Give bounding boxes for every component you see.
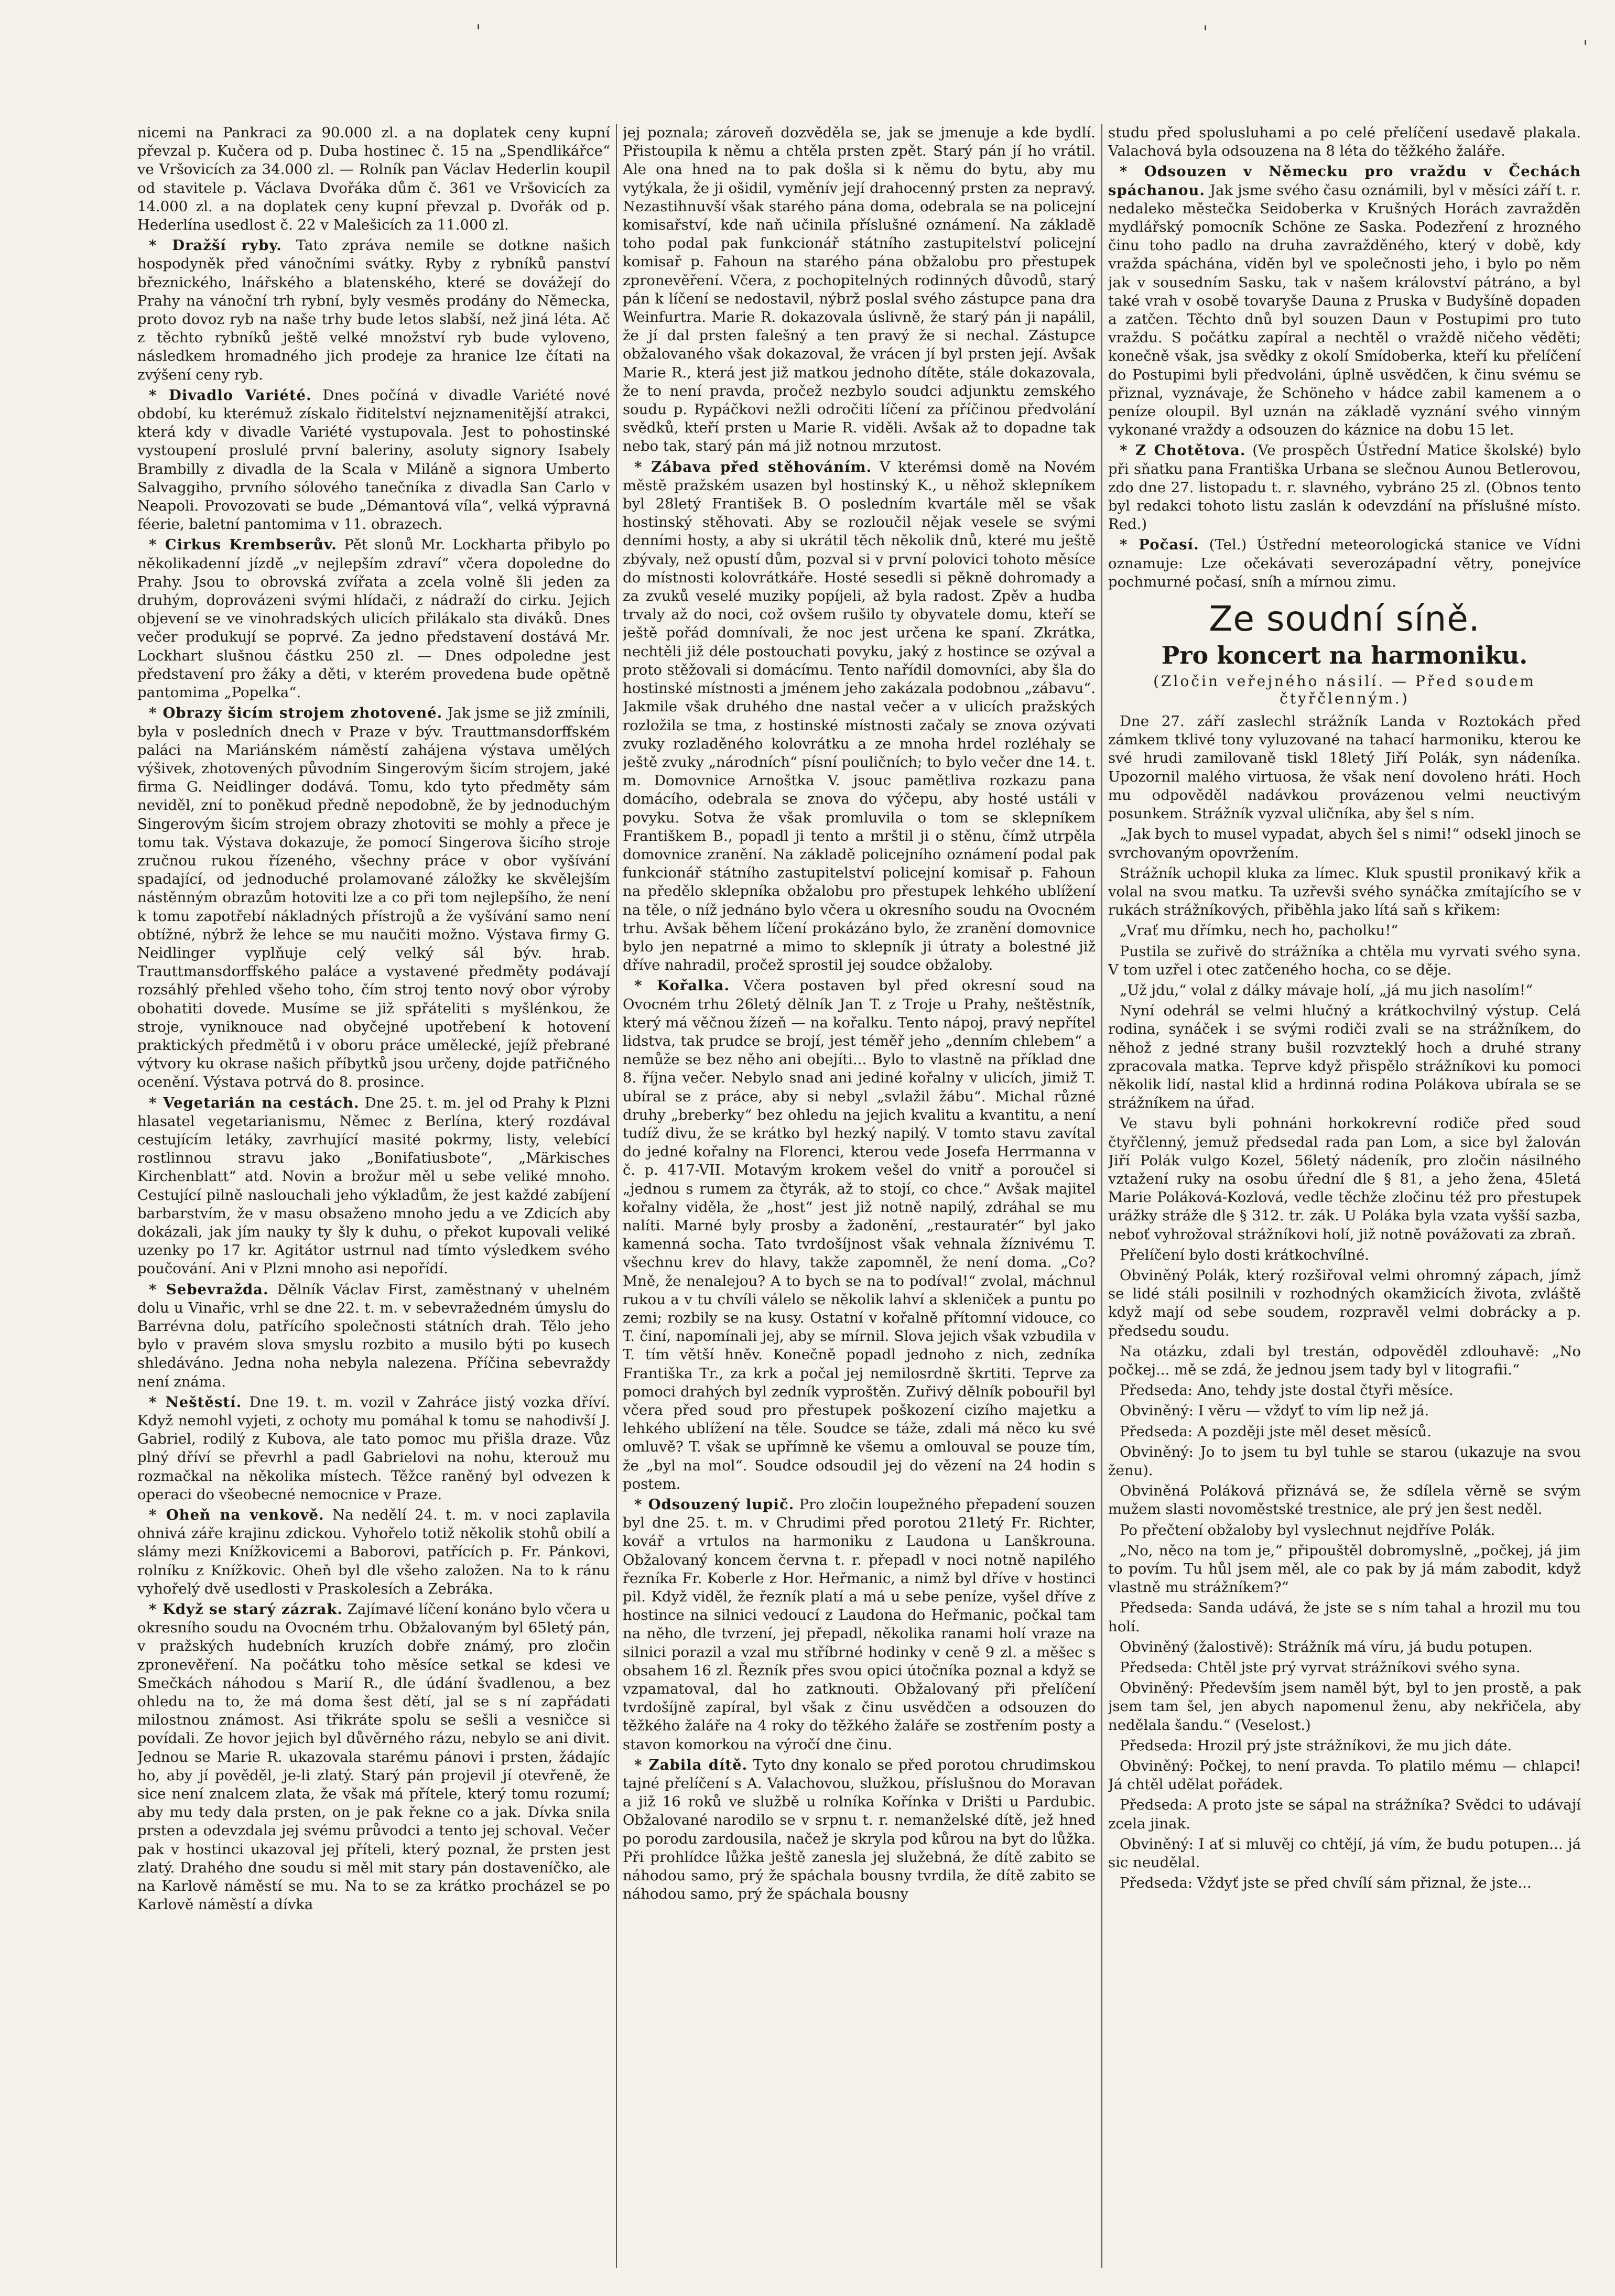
court-paragraph xyxy=(1108,943,1581,979)
news-text: Včera postaven byl před okresní soud na Ovocném trhu 26letý dělník Jan T. z Troje u Prahy, neštěstník, který má věčnou žízeň — na kořalku. Tento nápoj, pravý nepřítel lidstva, tak prudce se brojí, jest téměř jeho „denním chlebem“ a nemůže se bez něho ani obejíti... Bylo to vlastně na příklad dne 8. října večer. Nebylo snad ani jediné kořalny v ulicích, jimiž T. ubíral se z práce, aby si nebyl „svlažil žábu“. Michal různé druhy „breberky“ bez ohledu na jejich kvalitu a kvantitu, a není tudíž divu, že se krátko byl hezký napilý. V tomto stavu zavítal do jedné kořalny na Florenci, kterou vede Josefa Herrmanna v č. p. 417-VII. Motavým krokem vešel do vnitř a poroučel si „jednou s rumem za čtyrák, až to stojí, co chce.“ Avšak majitel kořalny viděla, že „host“ jest již notně napilý, zdráhal se mu nalíti. Marné byly prosby a žadonění, „restauratér“ byl jako kamenná socha. Tato tvrdošíjnost však vehnala žíznivému T. všechnu krev do hlavy, takže zapomněl, že není doma. „Co? Mně, že nenalejou? A to bych se na to podíval!“ zvolal, máchnul rukou a v tu chvíli válelo se několik lahví a skleniček a puntu po zemi; rozbily se na kusy. Ostatní v kořalně přítomní vidouce, co T. činí, napomínali jej, aby se mírnil. Slova jejich však vzbudila v T. tím větší hněv. Konečně popadl jednoho z nich, zedníka Františka Tr., za krk a počal jej nemilosrdně škrtiti. Teprve za pomoci drahých byl zedník vyproštěn. Zuřivý dělník pobouřil byl včera před soud pro přestupek poškození cizího majetku a lehkého ublížení na těle. Soudce se táže, zdali má něco ku své omluvě? T. však se upřímně ke všemu a omlouval se pouze tím, že „byl na mol“. Soudce odsoudil jej do vězení na 24 hodin s postem. xyxy=(623,977,1096,1492)
court-paragraph xyxy=(1108,1737,1581,1755)
court-paragraph xyxy=(1108,981,1581,1000)
news-text: Pro zločin loupežného přepadení souzen byl dne 25. t. m. v Chrudimi před porotou 21letý Fr. Richter, kovář a vrtulos na harmoniku z Laudona u Lanškrouna. Obžalovaný koncem června t. r. přepadl v noci notně napilého řezníka Fr. Koberle z Hor. Heřmanic, a nimž byl dříve v hostinci pil. Když viděl, že řezník platí a má u sebe peníze, vyšel dříve z hostince na silnici vedoucí z Laudona do Heřmanic, počkal tam na něho, dle tvrzení, jej přepadl, několika ranami holí vraze na silnici porazil a vzal mu stříbrné hodinky v ceně 9 zl. a měšec s obsahem 16 zl. Řezník přes svou opici útočníka poznal a když se vzpamatoval, dal ho zatknouti. Obžalovaný při přelíčení tvrdošíjně zapíral, byl však z činu usvědčen a odsouzen do těžkého žaláře na 4 roky do těžkého žaláře se zostřením posty a stavon komorkou na výročí dne činu. xyxy=(623,1496,1096,1753)
court-paragraph-text: „Už jdu,“ volal z dálky mávaje holí, „já mu jich nasolím!“ xyxy=(1120,981,1533,999)
court-paragraph-text: Předseda: Vždyť jste se před chvílí sám přiznal, že jste... xyxy=(1120,1875,1532,1892)
court-paragraph xyxy=(1108,1246,1581,1264)
news-text: Na nedělí 24. t. m. v noci zaplavila ohnivá záře krajinu zdickou. Vyhořelo totiž několik stohů obilí a slámy mezi Knížkovicemi a Baborovi, patřících p. Fr. Pánkovi, rolníku z Knížkovic. Oheň byl dle všeho založen. Na to k ránu vyhořelý dvě usedlosti v Praskolesích a Zebráka. xyxy=(137,1507,610,1597)
court-paragraph-text: Obviněný: Počkej, to není pravda. To platilo mému — chlapci! Já chtěl udělat pořádek. xyxy=(1108,1758,1581,1793)
column-rule xyxy=(616,124,617,2268)
court-paragraph xyxy=(1108,1266,1581,1340)
court-paragraph-text: Obviněný: I ať si mluvěj co chtějí, já vím, že budu potupen... já sic neudělal. xyxy=(1108,1835,1581,1871)
court-paragraph-text: Pustila se zuřivě do strážníka a chtěla mu vyrvati svého syna. V tom uzřel i otec zatčeného hocha, co se děje. xyxy=(1108,943,1581,978)
news-text: nicemi na Pankraci za 90.000 zl. a na doplatek ceny kupní převzal p. Kučera od p. Duba hostinec č. 15 na „Spendlikářce“ ve Vršovicích za 34.000 zl. — Rolník pan Václav Hederlin koupil od stavitele p. Václava Dvořáka dům č. 361 ve Vršovicích za 14.000 zl. a na doplatek ceny kupní převzal p. Dvořák od p. Hederlína usedlost č. 22 v Malešicích za 11.000 zl. xyxy=(137,124,610,234)
news-item xyxy=(137,1600,610,1914)
section-title: Ze soudní síně. xyxy=(1209,599,1480,640)
court-paragraph-text: „No, něco na tom je,“ připouštěl dobromyslně, „počkej, já jim to povím. Tu hůl jsem měl, ale co pak by já mám zabodit, když vlastně mu strážníkem?“ xyxy=(1108,1542,1581,1596)
court-paragraph-text: Přelíčení bylo dosti krátkochvílné. xyxy=(1120,1246,1369,1263)
court-paragraph xyxy=(1108,1796,1581,1833)
news-item xyxy=(137,1506,610,1598)
court-paragraph-text: „Vrať mu dřímku, nech ho, pacholku!“ xyxy=(1120,922,1399,939)
court-paragraph-text: Předseda: Hrozil prý jste strážníkovi, že mu jich dáte. xyxy=(1120,1737,1512,1754)
news-headline: * Když se starý zázrak. xyxy=(149,1601,343,1618)
news-text: Jak jsme svého času oznámili, byl v měsíci září t. r. nedaleko městečka Seidoberka v Krušných Horách zavražděn mydlářský pomocník Schöne ze Saska. Podezření z hrozného činu toho padlo na druha zavražděného, který v době, kdy vražda spáchána, viděn byl ve společnosti jeho, i bylo po něm jak v sousedním Sasku, tak v našem království pátráno, a byl také vrah v osobě tovaryše Dauna z Pruska v Budyšíně dopaden a zatčen. Těchto dnů byl souzen Daun v Postupimi pro tuto vraždu. S počátku zapíral a nechtěl o vraždě ničeho věděti; konečně však, jsa svědky z okolí Smídoberka, kteří ku přelíčení do Postupimi byli předvoláni, úplně usvědčen, k činu svému se přiznal, vyznávaje, že Schöneho v hádce zabil kamenem a o peníze oloupil. Byl uznán na základě vyznání svého vinným vykonané vraždy a odsouzen do káznice na dobu 15 let. xyxy=(1108,181,1581,439)
news-text: Dělník Václav First, zaměstnaný v uhelném dolu u Vinařic, vrhl se dne 22. t. m. v sebevražedném úmyslu do Barrévna dolu, patřícího společnosti státních drah. Tělo jeho bylo v pravém slova smyslu rozbito a musilo býti po kusech shledáváno. Jedna noha nebyla nalezena. Příčina sebevraždy není známa. xyxy=(137,1281,610,1390)
court-paragraph xyxy=(1108,1381,1581,1400)
court-paragraph xyxy=(1108,1599,1581,1636)
news-text: (Ve prospěch Ústřední Matice školské) bylo při sňatku pana Františka Urbana se slečnou Aunou Betlerovou, zdo dne 27. listopadu t. r. slavného, vybráno 25 zl. (Obnos tento byl redakci tohoto listu zaslán k odevzdání na příslušné místo. Red.) xyxy=(1108,442,1581,533)
news-text: Dne 25. t. m. jel od Prahy k Plzni hlasatel vegetarianismu, Němec z Berlína, který rozdával cestujícím letáky, zavrhující masité pokrmy, listy, velebící rostlinnou stravu jako „Bonifatiusbote“, „Märkisches Kirchenblatt“ atd. Novin a brožur měl u sebe veliké mnoho. Cestující pilně naslouchali jeho výkladům, že jest každé zabíjení barbarstvím, že v masu obsaženo mnoho jedu a ve Zdicích aby dokázali, jak jím nauky ty šly k duhu, o překot kupovali veliké uzenky po 17 kr. Agitátor ustrnul nad tímto výsledkem svého poučování. Ani v Plzni mnoho asi nepořídí. xyxy=(137,1094,610,1277)
news-text: Tyto dny konalo se před porotou chrudimskou tajné přelíčení s A. Valachovou, služkou, příslušnou do Moravan a již 16 roků ve službě u rolníka Kořínka v Drišti u Pardubic. Obžalované narodilo se v srpnu t. r. nemanželské dítě, jež hned po porodu zardousila, načež je skryla pod kůrou na byt do lůžka. Při prohlídce lůžka ještě zanesla jej služebná, že dítě zabito se náhodou samo, prý že spáchala bousny tvrdila, že dítě zabito se náhodou samo, prý že spáchala bousny xyxy=(623,1756,1096,1903)
court-paragraph-text: Nyní odehrál se velmi hlučný a krátkochvilný výstup. Celá rodina, synáček i se svými rodiči zvali se na strážníkem, do něhož z jedné strany bušil rozvzteklý hoch a druhé strany zpracovala matka. Teprve když přispělo strážníkovi ku pomoci několik lidí, nastal klid a hrdinná rodina Polákova ubírala se se strážníkem na úřad. xyxy=(1108,1002,1581,1112)
news-text: Jak jsme se již zmínili, byla v posledních dnech v Praze v býv. Trauttmansdorffském paláci na Mariánském náměstí zahájena výstava umělých výšivek, zhotovených původním Singerovým šicím strojem, jaké firma G. Neidlinger dodává. Tomu, kdo tyto předměty sám neviděl, zní to poněkud předně nepodobně, že by jednoduchým Singerovým šicím strojem obrazy zhotoviti se mohly a přece je tomu tak. Výstava dokazuje, že pomocí Singerova šicího stroje zručnou rukou řízeného, všechny práce v obor vyšívání spadající, od jednoduché prolamované záložky ke skvělejším nástěnným obrazům hotoviti lze a co při tom nejlepšího, že není k tomu zapotřebí nákladných přístrojů a že vyšívání samo není obtížné, nýbrž že lehce se mu naučiti možno. Výstava firmy G. Neidlinger vyplňuje celý velký sál býv. hrab. Trauttmansdorffského paláce a vystavené předměty podávají rozsáhlý přehled všeho toho, čím stroj tento nový obor výroby obohatiti dovede. Musíme se již spřáteliti s myšlénkou, že stroje, vyniknouce nad obyčejné upotřebení k hotovení praktických předmětů i v oboru práce umělecké, jejíž přebrané výtvory ku okrase našich příbytků jsou určeny, dojde patřičného ocenění. Výstava potrvá do 8. prosince. xyxy=(137,705,610,1091)
news-item xyxy=(623,1756,1096,1904)
news-text: Pět slonů Mr. Lockharta přibylo po několikadenní jízdě „v nejlepším zdraví“ včera dopoledne do Prahy. Jsou to obrovská zvířata a zcela volně šli jeden za druhým, doprovázeni svými hlídači, z nádraží do cirku. Jejich objevení se ve vinohradských ulicích přilákalo sta diváků. Dnes večer produkují se poprvé. Za jedno představení dostává Mr. Lockhart slušnou částku 250 zl. — Dnes odpoledne jest představení pro žáky a děti, v kterém provedena bude opětně pantomima „Popelka“. xyxy=(137,536,610,701)
news-item xyxy=(137,536,610,702)
court-paragraph xyxy=(1108,1638,1581,1656)
news-headline: * Obrazy šicím strojem zhotovené. xyxy=(149,705,443,722)
court-paragraph xyxy=(1108,1835,1581,1872)
court-paragraph xyxy=(1108,1874,1581,1892)
news-text: Dne 19. t. m. vozil v Zahráce jistý vozka dříví. Když nemohl vyjeti, z ochoty mu pomáhal k tomu se nahodivší J. Gabriel, rodilý z Kubova, ale tato pomoc mu přišla draze. Vůz plný dříví se převrhl a padl Gabrielovi na nohu, kterouž mu rozmačkal na několika místech. Těžce raněný byl odvezen k operaci do všeobecné nemocnice v Praze. xyxy=(137,1393,610,1503)
news-item xyxy=(137,1281,610,1391)
news-item xyxy=(623,1496,1096,1754)
court-paragraph-text: Obviněný (žalostivě): Strážník má víru, já budu potupen. xyxy=(1120,1638,1533,1655)
news-item xyxy=(137,1094,610,1279)
news-item xyxy=(137,124,610,234)
news-headline: * Odsouzen v Německu pro vraždu v Čechách spáchanou. xyxy=(1108,163,1581,199)
news-item xyxy=(1108,441,1581,534)
court-paragraph xyxy=(1108,1659,1581,1677)
court-paragraph-text: „Jak bych to musel vypadat, abych šel s nimi!“ odsekl jinoch se svrchovaným opovržením. xyxy=(1108,826,1581,861)
news-item xyxy=(137,704,610,1091)
news-headline: * Sebevražda. xyxy=(149,1281,269,1298)
court-paragraph-text: Předseda: Ano, tehdy jste dostal čtyři měsíce. xyxy=(1120,1382,1454,1399)
news-item xyxy=(1108,163,1581,439)
court-paragraph-text: Předseda: Chtěl jste prý vyrvat strážníkovi svého syna. xyxy=(1120,1659,1521,1676)
court-report-headline: Pro koncert na harmoniku. xyxy=(1161,641,1528,670)
court-paragraph-text: Po přečtení obžaloby byl vyslechnut nejdříve Polák. xyxy=(1120,1521,1495,1539)
court-paragraph-text: Předseda: A později jste měl deset měsíců. xyxy=(1120,1423,1432,1440)
court-paragraph xyxy=(1108,1679,1581,1735)
news-headline: * Počasí. xyxy=(1120,536,1199,554)
court-paragraph-text: Dne 27. září zaslechl strážník Landa v Roztokách před zámkem tklivé tony vyluzované na tahací harmoniku, kterou ke své hrudi zamilovaně tiskl 18letý Jiří Polák, syn nádeníka. Upozornil malého virtuosa, že však není dovoleno hráti. Hoch mu odpověděl nadávkou provázenou velmi neuctivým posunkem. Strážník vyzval uličníka, aby šel s ním. xyxy=(1108,713,1581,822)
court-paragraph-text: Strážník uchopil kluka za límec. Kluk spustil pronikavý křik a volal na svou matku. Ta uzřevši svého synáčka zmítajícího se v rukách strážníkových, přiběhla jako lítá saň s křikem: xyxy=(1108,864,1581,919)
court-paragraph-text: Předseda: Sanda udává, že jste se s ním tahal a hrozil mu tou holí. xyxy=(1108,1599,1581,1635)
column-middle xyxy=(623,124,1096,2268)
news-item xyxy=(1108,536,1581,591)
court-paragraph xyxy=(1108,712,1581,823)
news-headline: * Vegetarián na cestách. xyxy=(149,1094,360,1111)
news-headline: * Oheň na venkově. xyxy=(149,1507,324,1524)
court-paragraph xyxy=(1108,864,1581,920)
news-item xyxy=(1108,124,1581,160)
court-paragraph-text: Předseda: A proto jste se sápal na strážníka? Svědci to udávají zcela jinak. xyxy=(1108,1796,1581,1832)
court-paragraph xyxy=(1108,1482,1581,1519)
court-paragraph-text: Obviněný: Jo to jsem tu byl tuhle se starou (ukazuje na svou ženu). xyxy=(1108,1443,1581,1479)
court-paragraph xyxy=(1108,1002,1581,1112)
court-paragraph xyxy=(1108,1342,1581,1379)
court-paragraph xyxy=(1108,1757,1581,1794)
court-paragraph xyxy=(1108,1114,1581,1243)
court-paragraph xyxy=(1108,1542,1581,1597)
page-edge-mark: ' xyxy=(1203,22,1208,43)
news-item xyxy=(623,458,1096,975)
news-item xyxy=(623,977,1096,1493)
court-paragraph-text: Obviněný: Především jsem naměl být, byl to jen prostě, a pak jsem tam šel, jen abych napomenul ženu, aby nekřičela, aby nedělala šandu.“ (Veselost.) xyxy=(1108,1680,1581,1734)
court-paragraph xyxy=(1108,922,1581,940)
court-paragraph xyxy=(1108,1521,1581,1540)
column-right xyxy=(1108,124,1581,2268)
news-item xyxy=(137,386,610,534)
news-text: V kterémsi domě na Novém městě pražském usazen byl hostinský K., u něhož sklepníkem byl 28letý František B. O posledním kvartále měl se však hostinský stěhovati. Aby se rozloučil nějak vesele se svými denními hosty, a aby si ukrátil těch několik dnů, které mu ještě zbývaly, než opustí dům, pozval si v první polovici tohoto měsíce do místnosti kolovrátkáře. Hosté sesedli si pěkně dohromady a za zvuků veselé muziky popíjeli, až byla radost. Zpěv a hudba trvaly až do noci, což ovšem rušilo ty obyvatele domu, kteří se ještě pořád domnívali, že noc jest určena ke spaní. Zkrátka, nechtěli již déle postouchati povyku, jaký z hostince se ozýval a proto stěžovali si domácímu. Tento nařídil domovníci, aby šla do hostinské místnosti a jménem jeho zakázala podobnou „zábavu“. Jakmile však druhého dne nastal večer a v ulicích pražských rozložila se tma, z hostinské místnosti začaly se znova ozývati zvuky rozladěného kolovrátku a ze mnoha hrdel rozléhaly se ještě zvuky „národních“ písní pouličních; to bylo večer dne 14. t. m. Domovnice Arnoštka V. jsouc pamětliva rozkazu pana domácího, odebrala se znova do výčepu, aby hosté ustáli v povyku. Sotva že však promluvila o tom se sklepníkem Františkem B., popadl ji tento a mrštil ji o stěnu, čímž utrpěla domovnice zranění. Na základě policejního oznámení podal pak funkcionář státního zastupitelství policejní komisař p. Fahoun na předělo sklepníka obžalobu pro přestupek lehkého ublížení na těle, o níž jednáno bylo včera u okresního soudu na Ovocném trhu. Avšak během líčení prokázáno bylo, že zranění domovnice bylo jen nepatrné a mimo to sklepník ji útraty a bolestné již dříve nahradil, pročež sprostil jej soudce obžaloby. xyxy=(623,458,1096,974)
news-headline: * Odsouzený lupič. xyxy=(634,1496,795,1513)
news-item xyxy=(623,124,1096,456)
news-item xyxy=(137,1393,610,1504)
court-paragraph xyxy=(1108,1402,1581,1420)
column-left xyxy=(137,124,610,2268)
court-paragraph xyxy=(1108,1443,1581,1480)
news-headline: * Z Chotětova. xyxy=(1120,442,1246,459)
news-text: (Tel.) Ústřední meteorologická stanice ve Vídni oznamuje: Lze očekávati severozápadní větry, ponejvíce pochmurné počasí, sníh a mírnou zimu. xyxy=(1108,536,1581,590)
news-text: Tato zpráva nemile se dotkne našich hospodyněk před vánočními svátky. Ryby z rybníků panství březnického, lnářského a blatenského, které se dovážejí do Prahy na vánoční trh rybní, byly vesměs prodány do Německa, proto dovoz ryb na naše trhy bude letos slabší, než jiná léta. Ač z těchto rybníků ještě velké množství ryb bude vyloveno, následkem hromadného jich prodeje za hranice lze čítati na zvýšení ceny ryb. xyxy=(137,237,610,383)
court-paragraph xyxy=(1108,1423,1581,1441)
news-headline: * Cirkus Krembserův. xyxy=(149,536,337,554)
news-headline: * Divadlo Variété. xyxy=(149,386,312,404)
news-headline: * Kořalka. xyxy=(634,977,730,994)
news-items xyxy=(1108,124,1581,591)
news-text: jej poznala; zároveň dozvěděla se, jak se jmenuje a kde bydlí. Přistoupila k němu a chtěla prsten zpět. Starý pán jí ho vrátil. Ale ona hned na to pak došla si k němu do bytu, aby mu vytýkala, že ji ošidil, vyměnív její drahocenný prsten za nepravý. Nezastihnuvší však starého pána doma, odebrala se na policejní komisařství, kde naň učinila příslušné oznámení. Na základě toho podal pak funkcionář státního zastupitelství policejní komisař p. Fahoun na starého pána obžalobu pro přestupek zpronevěření. Včera, z pochopitelných rodinných důvodů, starý pán k líčení se nedostavil, nýbrž poslal svého zástupce pana dra Weinfurtra. Marie R. dokazovala úslivně, že starý pán ji napálil, že jí dal prsten falešný a ten pravý že si nechal. Zástupce obžalovaného však dokazoval, že vrácen jí byl prsten její. Avšak Marie R., která jest již matkou jednoho dítěte, stále dokazovala, že to není pravda, pročež nezbylo soudci adjunktu zemského soudu p. Rypáčkovi nežli odročiti líčení za příčinou předvolání svědků, kteří prsten u Marie R. viděli. Avšak až to dopadne tak nebo tak, starý pán má již notnou mrzutost. xyxy=(623,124,1096,455)
page-edge-mark: ' xyxy=(476,21,481,42)
court-paragraph-text: Obviněný Polák, který rozšiřoval velmi ohromný zápach, jímž se lidé stáli posilnili v rozhodných okamžicích života, zvláště když mají od sebe soudem, rozpravěl velmi dobrácky a p. předsedu soudu. xyxy=(1108,1266,1581,1339)
court-paragraph-text: Obviněná Poláková přiznává se, že sdílela věrně se svým mužem slasti novoměstské trestnice, ale prý jen šest neděl. xyxy=(1108,1482,1581,1518)
court-report-body xyxy=(1108,712,1581,1892)
news-text: studu před spolusluhami a po celé přelíčení usedavě plakala. Valachová byla odsouzena na 8 léta do těžkého žaláře. xyxy=(1108,124,1581,160)
court-paragraph-text: Obviněný: I věru — vždyť to vím lip než já. xyxy=(1120,1402,1429,1420)
column-rule xyxy=(1101,124,1102,2268)
news-headline: * Zábava před stěhováním. xyxy=(634,458,872,475)
news-headline: * Zabila dítě. xyxy=(634,1756,748,1773)
court-paragraph xyxy=(1108,825,1581,862)
court-report-kicker: (Zločin veřejného násilí. — Před soudem čtyřčlenným.) xyxy=(1153,673,1536,708)
news-text: Zajímavé líčení konáno bylo včera u okresního soudu na Ovocném trhu. Obžalovaným byl 65letý pán, v pražských hudebních kruzích dobře známý, pro zločin zpronevěření. Na počátku toho měsíce setkal se kdesi ve Smečkách náhodou s Marií R., dle údání švadlenou, a bez ohledu na to, že má doma šest dětí, jal se s ní zapřádati milostnou známost. Asi třikráte spolu se sešli a vesničce si povídali. Ze hovor jejich byl důvěrného rázu, nebylo se ani divit. Jednou se Marie R. ukazovala starému pánovi i prsten, žádajíc ho, aby jí pověděl, je-li zlatý. Starý pán projevil jí otevřeně, že sice není znalcem zlata, že však má přítele, který tomu rozumí; aby mu tedy dala prsten, on je pak řekne co a jak. Dívka snila prsten a odevzdala jej svému průvodci a tento jej schoval. Večer pak v hostinci ukazoval jej příteli, který poznal, že prsten jest zlatý. Drahého dne soudu si měl mit stary pán dostaveníčko, ale na Karlově náměstí se mu. Na to se za krátko procházel se po Karlově náměstí a dívka xyxy=(137,1601,610,1913)
court-paragraph-text: Na otázku, zdali byl trestán, odpověděl zdlouhavě: „No počkej... mě se zdá, že jednou jsem tady byl v litografii.“ xyxy=(1108,1342,1581,1378)
page-edge-mark: ' xyxy=(1583,37,1588,58)
news-text: Dnes počíná v divadle Variété nové období, ku kterémuž získalo řiditelství nejznamenitější atrakci, která kdy v divadle Variété vystupovala. Jest to pohostinské vystoupení proslulé první baleriny, asoluty signory Isabely Brambilly z divadla de la Scala v Miláně a signora Umberto Salvaggiho, prvního sólového tanečníka z divadla San Carlo v Neapoli. Provozovati se bude „Démantová víla“, velká výpravná féerie, baletní pantomima v 11. obrazech. xyxy=(137,386,610,533)
court-paragraph-text: Ve stavu byli pohnáni horkokrevní rodiče před soud čtyřčlenný, jemuž předsedal rada pan Lom, a sice byl žalován Jiří Polák vulgo Kozel, 56letý nádeník, pro zločin násilného vztažení ruky na osobu úřední dle § 81, a jeho žena, 45letá Marie Poláková-Kozlová, vedle těchže zločinu též pro přestupek urážky stráže dle § 312. tr. zák. U Poláka byla vzata vyšší sazba, neboť vyhrožoval strážníkovi holí, již notně povážovati za zbraň. xyxy=(1108,1115,1581,1243)
news-item xyxy=(137,236,610,384)
news-headline: * Neštěstí. xyxy=(149,1393,242,1411)
news-headline: * Dražší ryby. xyxy=(149,237,282,254)
